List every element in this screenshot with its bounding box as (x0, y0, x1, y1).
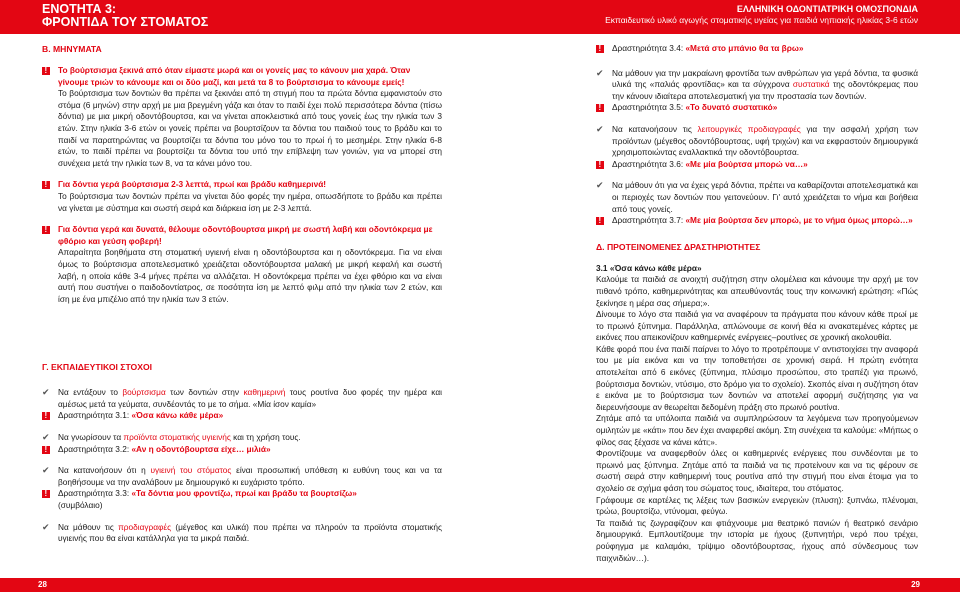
activity-link: ! Δραστηριότητα 3.5: «Το δυνατό συστατικό» (596, 102, 918, 114)
left-page (42, 43, 442, 545)
activity-subheading: 3.1 «Όσα κάνω κάθε μέρα» (596, 262, 702, 273)
activity-link: ! Δραστηριότητα 3.2: «Αν η οδοντόβουρτσα είχε… μιλιά» (42, 444, 442, 456)
message-heading: Για δόντια γερά και δυνατά, θέλουμε οδοντόβουρτσα μικρή με σωστή λαβή και οδοντόκρεμα με φθόριο και γεύση φοβερή! (58, 224, 433, 246)
section-heading-activities: Δ. ΠΡΟΤΕΙΝΟΜΕΝΕΣ ΔΡΑΣΤΗΡΙΟΤΗΤΕΣ (596, 241, 761, 252)
activity-link: ! Δραστηριότητα 3.7: «Με μία βούρτσα δεν μπορώ, με το νήμα όμως μπορώ…» (596, 215, 918, 227)
goal-item (596, 68, 918, 103)
alert-icon (42, 226, 50, 234)
check-icon: ✔ (596, 180, 604, 191)
goal-item (42, 522, 442, 545)
check-icon: ✔ (596, 123, 604, 134)
goal-item (42, 387, 442, 410)
message-body: Απαραίτητα βοηθήματα στη στοματική υγιεινή είναι η οδοντόβουρτσα και η οδοντόκρεμα. Για να είναι όμως το βούρτσισμα αποτελεσματικό χρειάζεται οδοντόβουρτσα μαλακή με μικρή κεφαλή και σωστή λαβή, η οποία κάθε 3-4 μήνες πρέπει να αλλάζεται. Η οδοντόκρεμα πρέπει να έχει φθόριο και να είναι αυτή που συστήνει ο παιδοδοντίατρος, σε ποσότητα ίση με λεπτό φιλμ από την ηλικία των 2 ετών, και ίση με ένα μπιζέλιο από την ηλικία των 3 ετών. (58, 247, 442, 304)
message-item (42, 65, 442, 169)
activity-link: ! Δραστηριότητα 3.3: «Τα δόντια μου φροντίζω, πρωί και βράδυ τα βουρτσίζω» (συμβόλαιο) (42, 488, 442, 511)
goal-item (42, 465, 442, 488)
goal-text: Να γνωρίσουν τα προϊόντα στοματικής υγιεινής και τη χρήση τους. (58, 432, 301, 443)
alert-icon (596, 45, 604, 53)
alert-icon (42, 67, 50, 75)
section-heading-messages: Β. ΜΗΝΥΜΑΤΑ (42, 44, 102, 54)
activity-paragraph: Δίνουμε το λόγο στα παιδιά για να αναφέρουν τα πράγματα που κάνουν κάθε πρωί με το πρωινό ξύπνημα. Παράλληλα, απλώνουμε σε κοινή θέα κι ανακατεμένες κάρτες με εικόνες που απεικονίζουν καθημερινές ενέργειες–ρουτίνες σε χρονική ακολουθία. (596, 309, 918, 343)
alert-icon (596, 161, 604, 169)
unit-title (42, 3, 208, 29)
goal-text: Να μάθουν τις προδιαγραφές (μέγεθος και υλικά) που πρέπει να πληρούν τα προϊόντα στοματικής υγιεινής που θα είναι κατάλληλα για τα μικρά παιδιά. (58, 521, 442, 544)
message-heading: Το βούρτσισμα ξεκινά από όταν είμαστε μωρά και οι γονείς μας το κάνουν μια χαρά. Όταν γίνουμε τριών το κάνουμε και οι δύο μαζί, και μετά τα 8 το βούρτσισμα το κάνουμε εμείς! (58, 65, 411, 87)
goal-item (596, 124, 918, 159)
activity-paragraph: Γράφουμε σε καρτέλες τις λέξεις των βασικών ενεργειών (πλυση): ξυπνάω, πλένομαι, τρώω, βουρτσίζω, ντύνομαι, φεύγω. (596, 494, 918, 517)
alert-icon (596, 217, 604, 225)
activity-link: ! Δραστηριότητα 3.4: «Μετά στο μπάνιο θα τα βρω» (596, 43, 918, 55)
unit-label: ΕΝΟΤΗΤΑ 3: (42, 2, 117, 16)
alert-icon (42, 412, 50, 420)
check-icon: ✔ (42, 465, 50, 476)
activity-paragraph: Φροντίζουμε να αναφερθούν όλες οι καθημερινές ενέργειες που συνδέονται με το πρωινό μας ξύπνημα. Ζητάμε από τα παιδιά να τις προτείνουν και να τις φέρουν σε σωστή σειρά στην καθημερινή τους ρουτίνα από την στιγμή που είναι έτοιμα για το σχολείο σε σχήμα φάση του σώματος τους, ιδιαίτερα, του στόματος. (596, 448, 918, 493)
goal-text: Να μάθουν για την μακραίωνη φροντίδα των ανθρώπων για γερά δόντια, τα φυσικά υλικά της «παλιάς φροντίδας» και τα σύγχρονα συστατικά της οδοντόκρεμας που την κάνουν ιδιαίτερα αποτελεσματική για την προστασία των δοντιών. (612, 67, 918, 101)
alert-icon (42, 181, 50, 189)
goal-text: Να κατανοήσουν τις λειτουργικές προδιαγραφές για την ασφαλή χρήση των προϊόντων (μέγεθος οδοντόβουρτσας, υφή τριχών) και να εκφραστούν δημιουργικά χρησιμοποιώντας εναλλακτικά την οδοντόβουρτσα. (612, 123, 918, 158)
publication-subtitle: Εκπαιδευτικό υλικό αγωγής στοματικής υγείας για παιδιά νηπιακής ηλικίας 3-6 ετών (605, 15, 918, 25)
activity-paragraph: Τα παιδιά τις ζωγραφίζουν και φτιάχνουμε μια θεατρικό πανιών ή θεατρικό σενάριο δημιουργικά. Εμπλουτίζουμε την ιστορία με ήχους (ξυπνητήρι, νερό που τρέχει, ρούφηγμα με καλαμάκι, τρίψιμο οδοντόβουρτσας, ήχους από σύνδεσμους των παιχνιδιών…). (596, 517, 918, 563)
activity-paragraph: Κάθε φορά που ένα παιδί παίρνει το λόγο το προτρέπουμε ν' αντιστοιχίσει την αναφορά του με μία εικόνα και να την τοποθετήσει σε χρονική σειρά. Η πρώτη ενότητα αποτελείται από 6 εικόνες (ξύπνημα, πλύσιμο προσώπου, στο τραπέζι για πρωινό, βούρτσισμα δοντιών, ντύσιμο, στο δρόμο για το σχολείο). Σκοπός είναι η συζήτηση όταν ε εικόνα με το βούρτσισμα των δοντιών να αποτελεί αφορμή συζήτησης για να διερευνήσουμε αν θεωρείται δεδομένη πράξη στο πρωινό ρουτίνα. (596, 343, 918, 412)
check-icon: ✔ (42, 521, 50, 532)
message-item (42, 179, 442, 214)
message-item (42, 224, 442, 305)
organization-name: ΕΛΛΗΝΙΚΗ ΟΔΟΝΤΙΑΤΡΙΚΗ ΟΜΟΣΠΟΝΔΙΑ (736, 4, 918, 14)
activity-note: (συμβόλαιο) (58, 500, 103, 511)
check-icon: ✔ (596, 67, 604, 78)
publisher-block (605, 4, 918, 26)
activity-paragraph: Καλούμε τα παιδιά σε ανοιχτή συζήτηση στην ολομέλεια και κάνουμε την αρχή με τον πιθανό τρόπο, καθημερινότητας και απευθύνοντάς τους την κοινωνική ερώτηση: «Πώς ξεκίνησε η μέρα σας σήμερα;». (596, 274, 918, 308)
message-body: Το βούρτσισμα των δοντιών θα πρέπει να ξεκινάει από τη στιγμή που τα πρώτα δόντια εμφανιστούν στο στόμα (6 μηνών) στην αρχή με μια βρεγμένη γάζα και όταν το παιδί έχει πολύ περισσότερα δόντια (πίσω δόντια) με μια μικρή οδοντόβουρτσα, και να γίνεται αποκλειστικά από τους γονείς έως την ηλικία των 3 ετών. Στην ηλικία 3-6 ετών οι γονείς πρέπει να βουρτσίζουν τα δόντια του παιδιού τους το βράδυ και το παιδί να παρατηρώντας να βουρτσίζει τα δόντια του μόνο του το πρωί ή το μεσημέρι. Στην ηλικία 6-8 ετών, το παιδί πρέπει να βουρτσίζει τα δόντια του υπό την επίβλεψη των γονιών, για να μπορεί στη συνέχεια μετά την ηλικία των 8, να τα κάνει μόνο του. (58, 88, 442, 168)
footer-bar (0, 578, 960, 592)
section-heading-goals: Γ. ΕΚΠΑΙΔΕΥΤΙΚΟΙ ΣΤΟΧΟΙ (42, 362, 153, 373)
alert-icon (596, 104, 604, 112)
goal-text: Να εντάξουν το βούρτσισμα των δοντιών στην καθημερινή τους ρουτίνα δυο φορές την ημέρα και αμέσως μετά τα γεύματα, συνδέοντάς το με το σήμα. «Μία ίσον καμία» (58, 387, 442, 409)
page-number-right: 29 (911, 580, 920, 589)
unit-name: ΦΡΟΝΤΙΔΑ ΤΟΥ ΣΤΟΜΑΤΟΣ (42, 15, 209, 29)
goal-text: Να κατανοήσουν ότι η υγιεινή του στόματος είναι προσωπική υπόθεση κι ευθύνη τους και να τα βοηθήσουμε να την αναλάβουν με δημιουργικό κι ευχάριστο τρόπο. (58, 465, 442, 487)
check-icon: ✔ (42, 432, 50, 443)
message-heading: Για δόντια γερά βούρτσισμα 2-3 λεπτά, πρωί και βράδυ καθημερινά! (58, 179, 327, 190)
alert-icon (42, 490, 50, 498)
goal-item (596, 180, 918, 215)
goal-text: Να μάθουν ότι για να έχεις γερά δόντια, πρέπει να καθαρίζονται αποτελεσματικά και οι περιοχές των δοντιών που γειτονεύουν. Γι' αυτό χρειάζεται το νήμα και βοήθεια από τους γονείς. (612, 180, 918, 214)
activity-link: ! Δραστηριότητα 3.6: «Με μία βούρτσα μπορώ να…» (596, 159, 918, 171)
message-body: Το βούρτσισμα των δοντιών πρέπει να γίνεται δύο φορές την ημέρα, οπωσδήποτε το βράδυ και πρέπει να γίνεται με σύστημα και σωστή σειρά και διάρκεια ίση με 2-3 λεπτά. (58, 190, 442, 213)
right-page (596, 43, 918, 564)
activity-link: ! Δραστηριότητα 3.1: «Όσα κάνω κάθε μέρα» (42, 410, 442, 422)
check-icon: ✔ (42, 387, 50, 398)
activity-paragraph: Ζητάμε από τα υπόλοιπα παιδιά να συμπληρώσουν τα λεγόμενα των προηγούμενων ομιλητών με «κάτι» που δεν έχει αναφερθεί ακόμη. Στη συνέχεια τα καλούμε: «Μήπως ο φίλος σας ξέχασε να κάνει κάτι;». (596, 413, 918, 447)
alert-icon (42, 446, 50, 454)
goal-item (42, 432, 442, 444)
header-bar (0, 0, 960, 34)
page-number-left: 28 (38, 580, 47, 589)
